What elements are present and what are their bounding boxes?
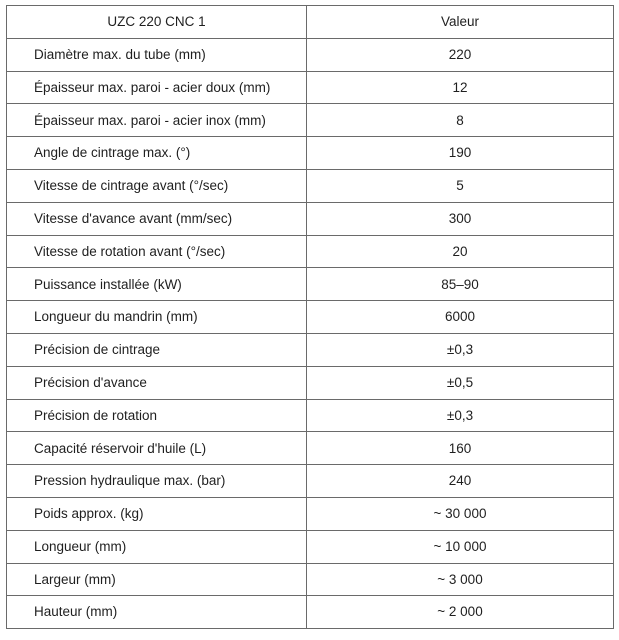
table-row [7,137,614,170]
row-label: Précision d'avance [7,366,307,399]
table-row [7,596,614,629]
row-label: Angle de cintrage max. (°) [7,137,307,170]
row-label: Longueur du mandrin (mm) [7,301,307,334]
row-label: Largeur (mm) [7,563,307,596]
row-value: 190 [307,137,614,170]
table-row [7,268,614,301]
row-value: 5 [307,169,614,202]
table-row [7,366,614,399]
table-row [7,235,614,268]
row-value: 240 [307,465,614,498]
table-row [7,530,614,563]
row-value: ~ 30 000 [307,497,614,530]
header-model: UZC 220 CNC 1 [7,6,307,39]
row-value: ~ 2 000 [307,596,614,629]
row-value: 160 [307,432,614,465]
row-label: Diamètre max. du tube (mm) [7,38,307,71]
spec-table [6,5,614,629]
row-label: Précision de cintrage [7,333,307,366]
table-row [7,202,614,235]
table-row [7,497,614,530]
table-row [7,38,614,71]
table-row [7,169,614,202]
table-row [7,301,614,334]
row-label: Puissance installée (kW) [7,268,307,301]
row-value: ±0,3 [307,399,614,432]
table-row [7,465,614,498]
row-value: 85–90 [307,268,614,301]
row-value: 8 [307,104,614,137]
row-label: Épaisseur max. paroi - acier inox (mm) [7,104,307,137]
table-row [7,432,614,465]
row-label: Pression hydraulique max. (bar) [7,465,307,498]
row-label: Longueur (mm) [7,530,307,563]
table-row [7,333,614,366]
table-row [7,104,614,137]
row-value: ~ 3 000 [307,563,614,596]
table-row [7,399,614,432]
row-value: ~ 10 000 [307,530,614,563]
row-value: 12 [307,71,614,104]
row-label: Capacité réservoir d'huile (L) [7,432,307,465]
row-label: Vitesse de rotation avant (°/sec) [7,235,307,268]
row-label: Précision de rotation [7,399,307,432]
row-label: Poids approx. (kg) [7,497,307,530]
row-label: Hauteur (mm) [7,596,307,629]
table-row [7,71,614,104]
row-label: Épaisseur max. paroi - acier doux (mm) [7,71,307,104]
row-value: ±0,3 [307,333,614,366]
row-value: 20 [307,235,614,268]
row-label: Vitesse d'avance avant (mm/sec) [7,202,307,235]
row-value: 300 [307,202,614,235]
row-value: ±0,5 [307,366,614,399]
row-value: 220 [307,38,614,71]
table-row [7,563,614,596]
row-value: 6000 [307,301,614,334]
row-label: Vitesse de cintrage avant (°/sec) [7,169,307,202]
header-row [7,6,614,39]
header-value: Valeur [307,6,614,39]
